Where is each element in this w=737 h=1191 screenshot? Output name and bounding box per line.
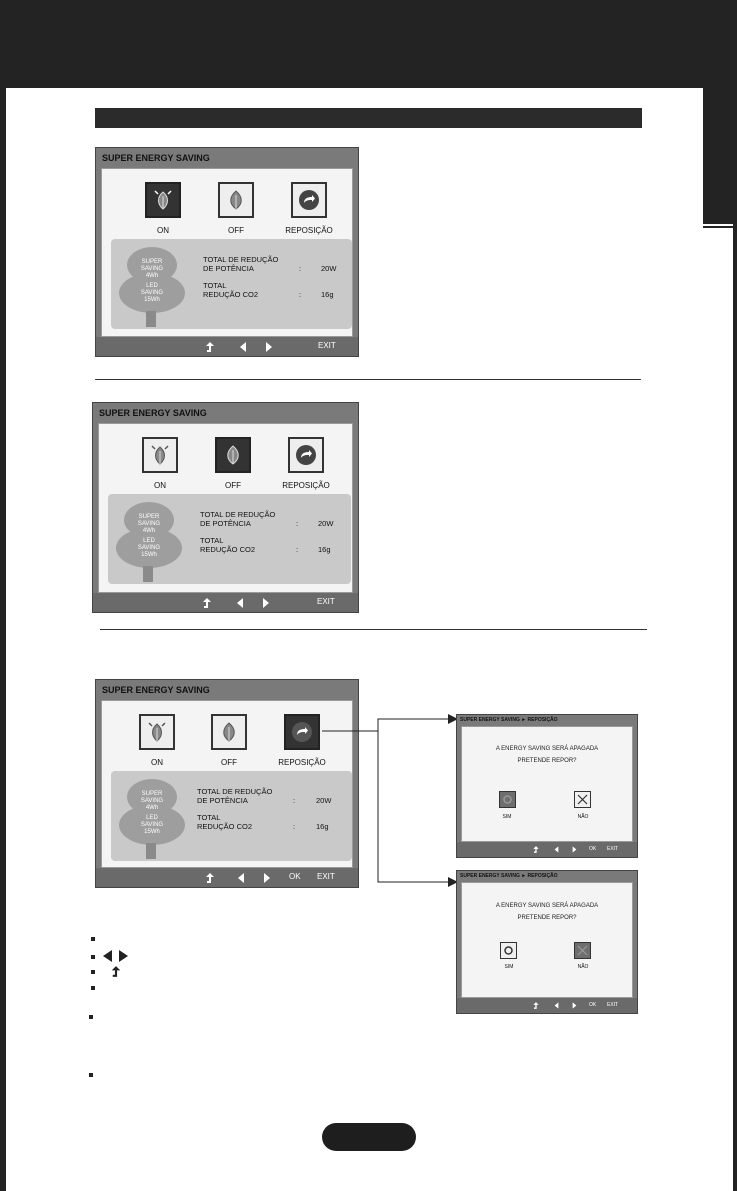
left-arrow-icon[interactable] [554, 1002, 559, 1009]
row-label-line1: TOTAL [200, 536, 224, 545]
power-reduction-value: 20W [318, 519, 334, 528]
off-option-button[interactable] [218, 182, 254, 218]
leaf-icon [217, 720, 241, 744]
osd-panel-off [92, 402, 359, 613]
up-arrow-icon[interactable] [204, 872, 216, 884]
tree-trunk [146, 843, 156, 859]
co2-reduction-label [197, 813, 252, 831]
up-arrow-icon [109, 965, 123, 978]
yes-button[interactable] [500, 942, 517, 959]
no-button[interactable] [574, 942, 591, 959]
ok-label[interactable]: OK [589, 846, 597, 852]
up-arrow-icon[interactable] [201, 597, 213, 609]
co2-reduction-value: 16g [316, 822, 329, 831]
reset-option-label: REPOSIÇÃO [285, 226, 333, 235]
frame-right-edge [733, 88, 737, 1191]
up-arrow-icon[interactable] [532, 845, 540, 854]
savings-info-area [111, 239, 352, 329]
on-option-label: ON [151, 758, 163, 767]
header-band [0, 0, 737, 88]
led-label: LED [146, 815, 158, 821]
leaf-rays-icon [145, 720, 169, 744]
left-right-arrows-icon [101, 950, 131, 962]
super-value: 4Wh [145, 805, 159, 811]
divider-line [95, 379, 641, 380]
up-arrow-icon[interactable] [532, 1001, 540, 1010]
power-reduction-value: 20W [321, 264, 337, 273]
divider-line [100, 629, 647, 630]
dialog-title: SUPER ENERGY SAVING ► REPOSIÇÃO [460, 717, 558, 723]
exit-label[interactable]: EXIT [607, 1002, 619, 1008]
bullet-icon [89, 1073, 93, 1077]
left-arrow-icon[interactable] [554, 846, 559, 853]
led-saving-text [124, 538, 174, 559]
reset-dialog-no [456, 870, 638, 1014]
connector-arrows [320, 700, 460, 890]
row-label-line2: DE POTÊNCIA [200, 519, 251, 528]
row-label-line2: DE POTÊNCIA [203, 264, 254, 273]
dialog-message-line1: A ENERGY SAVING SERÁ APAGADA [495, 746, 599, 752]
close-icon [577, 945, 588, 956]
dialog-title: SUPER ENERGY SAVING ► REPOSIÇÃO [460, 873, 558, 879]
osd-title: SUPER ENERGY SAVING [99, 408, 207, 418]
reset-option-label: REPOSIÇÃO [278, 758, 326, 767]
led-label: LED [146, 283, 158, 289]
row-label-line1: TOTAL DE REDUÇÃO [200, 510, 276, 519]
yes-label: SIM [504, 964, 514, 970]
super-label: SUPER [141, 791, 163, 797]
reset-option-label: REPOSIÇÃO [282, 481, 330, 490]
tree-trunk [146, 311, 156, 327]
right-arrow-icon[interactable] [262, 598, 270, 608]
left-arrow-icon[interactable] [236, 598, 244, 608]
power-reduction-label [200, 510, 275, 528]
row-label-line1: TOTAL DE REDUÇÃO [197, 787, 273, 796]
dialog-message-line2: PRETENDE REPOR? [517, 915, 577, 921]
circle-icon [503, 945, 514, 956]
exit-label[interactable]: EXIT [317, 597, 335, 606]
off-option-label: OFF [221, 758, 237, 767]
yes-button[interactable] [499, 791, 516, 808]
off-option-label: OFF [225, 481, 241, 490]
savings-info-area [111, 771, 352, 861]
on-option-label: ON [154, 481, 166, 490]
co2-reduction-label [203, 281, 258, 299]
no-label: NÃO [577, 964, 589, 970]
super-saving-label: SAVING [140, 266, 164, 272]
leaf-icon [221, 443, 245, 467]
row-label-line2: REDUÇÃO CO2 [197, 822, 253, 831]
off-option-button[interactable] [215, 437, 251, 473]
led-value: 15Wh [144, 297, 160, 303]
left-arrow-icon[interactable] [237, 873, 245, 883]
reset-option-button[interactable] [291, 182, 327, 218]
co2-reduction-value: 16g [321, 290, 334, 299]
super-value: 4Wh [142, 528, 156, 534]
led-saving-label: SAVING [140, 822, 164, 828]
super-saving-text [127, 259, 177, 280]
row-colon: : [296, 545, 299, 554]
co2-reduction-label [200, 536, 255, 554]
led-saving-label: SAVING [140, 290, 164, 296]
led-saving-label: SAVING [137, 545, 161, 551]
bullet-icon [91, 970, 95, 974]
right-arrow-icon[interactable] [572, 846, 577, 853]
right-arrow-icon[interactable] [572, 1002, 577, 1009]
row-colon: : [299, 264, 302, 273]
super-saving-text [127, 791, 177, 812]
super-saving-label: SAVING [140, 798, 164, 804]
osd-title: SUPER ENERGY SAVING [102, 153, 210, 163]
on-option-label: ON [157, 226, 169, 235]
on-option-button[interactable] [142, 437, 178, 473]
tree-trunk [143, 566, 153, 582]
osd-body [101, 168, 353, 337]
co2-reduction-value: 16g [318, 545, 331, 554]
bullet-icon [91, 986, 95, 990]
osd-footer [93, 593, 358, 612]
osd-title: SUPER ENERGY SAVING [102, 685, 210, 695]
right-arrow-icon[interactable] [263, 873, 271, 883]
row-label-line1: TOTAL [197, 813, 221, 822]
row-colon: : [293, 796, 296, 805]
power-reduction-value: 20W [316, 796, 332, 805]
on-option-button[interactable] [145, 182, 181, 218]
led-value: 15Wh [141, 552, 157, 558]
savings-info-area [108, 494, 351, 584]
led-value: 15Wh [144, 829, 160, 835]
osd-footer [96, 337, 358, 356]
circle-icon [502, 794, 513, 805]
up-arrow-icon[interactable] [204, 341, 216, 353]
dialog-body [461, 726, 633, 842]
dialog-message-line1: A ENERGY SAVING SERÁ APAGADA [495, 903, 599, 909]
super-saving-text [124, 514, 174, 535]
osd-body [98, 423, 353, 593]
ok-label[interactable]: OK [589, 1002, 597, 1008]
reset-dialog-yes [456, 714, 638, 858]
row-colon: : [299, 290, 302, 299]
exit-label[interactable]: EXIT [607, 846, 619, 852]
chapter-tab [703, 88, 737, 224]
super-saving-label: SAVING [137, 521, 161, 527]
off-option-label: OFF [228, 226, 244, 235]
leaf-icon [224, 188, 248, 212]
exit-label[interactable]: EXIT [318, 341, 336, 350]
bullet-icon [91, 937, 95, 941]
reset-arrow-icon [290, 720, 314, 744]
yes-label: SIM [502, 814, 512, 820]
off-option-button[interactable] [211, 714, 247, 750]
dialog-body [461, 882, 633, 998]
no-label: NÃO [577, 814, 589, 820]
osd-footer [96, 868, 358, 887]
leaf-rays-icon [151, 188, 175, 212]
chapter-tab-rule [703, 226, 737, 228]
led-saving-text [127, 815, 177, 836]
exit-label[interactable]: EXIT [317, 872, 335, 881]
section-header-bar [95, 108, 642, 128]
close-icon [577, 794, 588, 805]
power-reduction-label [197, 787, 272, 805]
dialog-message-line2: PRETENDE REPOR? [517, 758, 577, 764]
on-option-button[interactable] [139, 714, 175, 750]
reset-option-button[interactable] [288, 437, 324, 473]
frame-left-edge [0, 88, 6, 1191]
led-saving-text [127, 283, 177, 304]
row-label-line1: TOTAL [203, 281, 227, 290]
reset-arrow-icon [294, 443, 318, 467]
row-colon: : [293, 822, 296, 831]
osd-panel-on [95, 147, 359, 357]
dialog-footer [457, 998, 637, 1013]
osd-body [101, 700, 353, 868]
row-label-line2: REDUÇÃO CO2 [203, 290, 259, 299]
reset-option-button[interactable] [284, 714, 320, 750]
right-arrow-icon[interactable] [265, 342, 273, 352]
left-arrow-icon[interactable] [239, 342, 247, 352]
super-label: SUPER [138, 514, 160, 520]
bullet-icon [89, 1015, 93, 1019]
row-label-line1: TOTAL DE REDUÇÃO [203, 255, 279, 264]
super-label: SUPER [141, 259, 163, 265]
ok-label[interactable]: OK [289, 872, 301, 881]
row-colon: : [296, 519, 299, 528]
leaf-rays-icon [148, 443, 172, 467]
no-button[interactable] [574, 791, 591, 808]
super-value: 4Wh [145, 273, 159, 279]
page-number-badge [322, 1123, 416, 1151]
row-label-line2: REDUÇÃO CO2 [200, 545, 256, 554]
row-label-line2: DE POTÊNCIA [197, 796, 248, 805]
led-label: LED [143, 538, 155, 544]
reset-arrow-icon [297, 188, 321, 212]
dialog-footer [457, 842, 637, 857]
bullet-icon [91, 955, 95, 959]
power-reduction-label [203, 255, 278, 273]
